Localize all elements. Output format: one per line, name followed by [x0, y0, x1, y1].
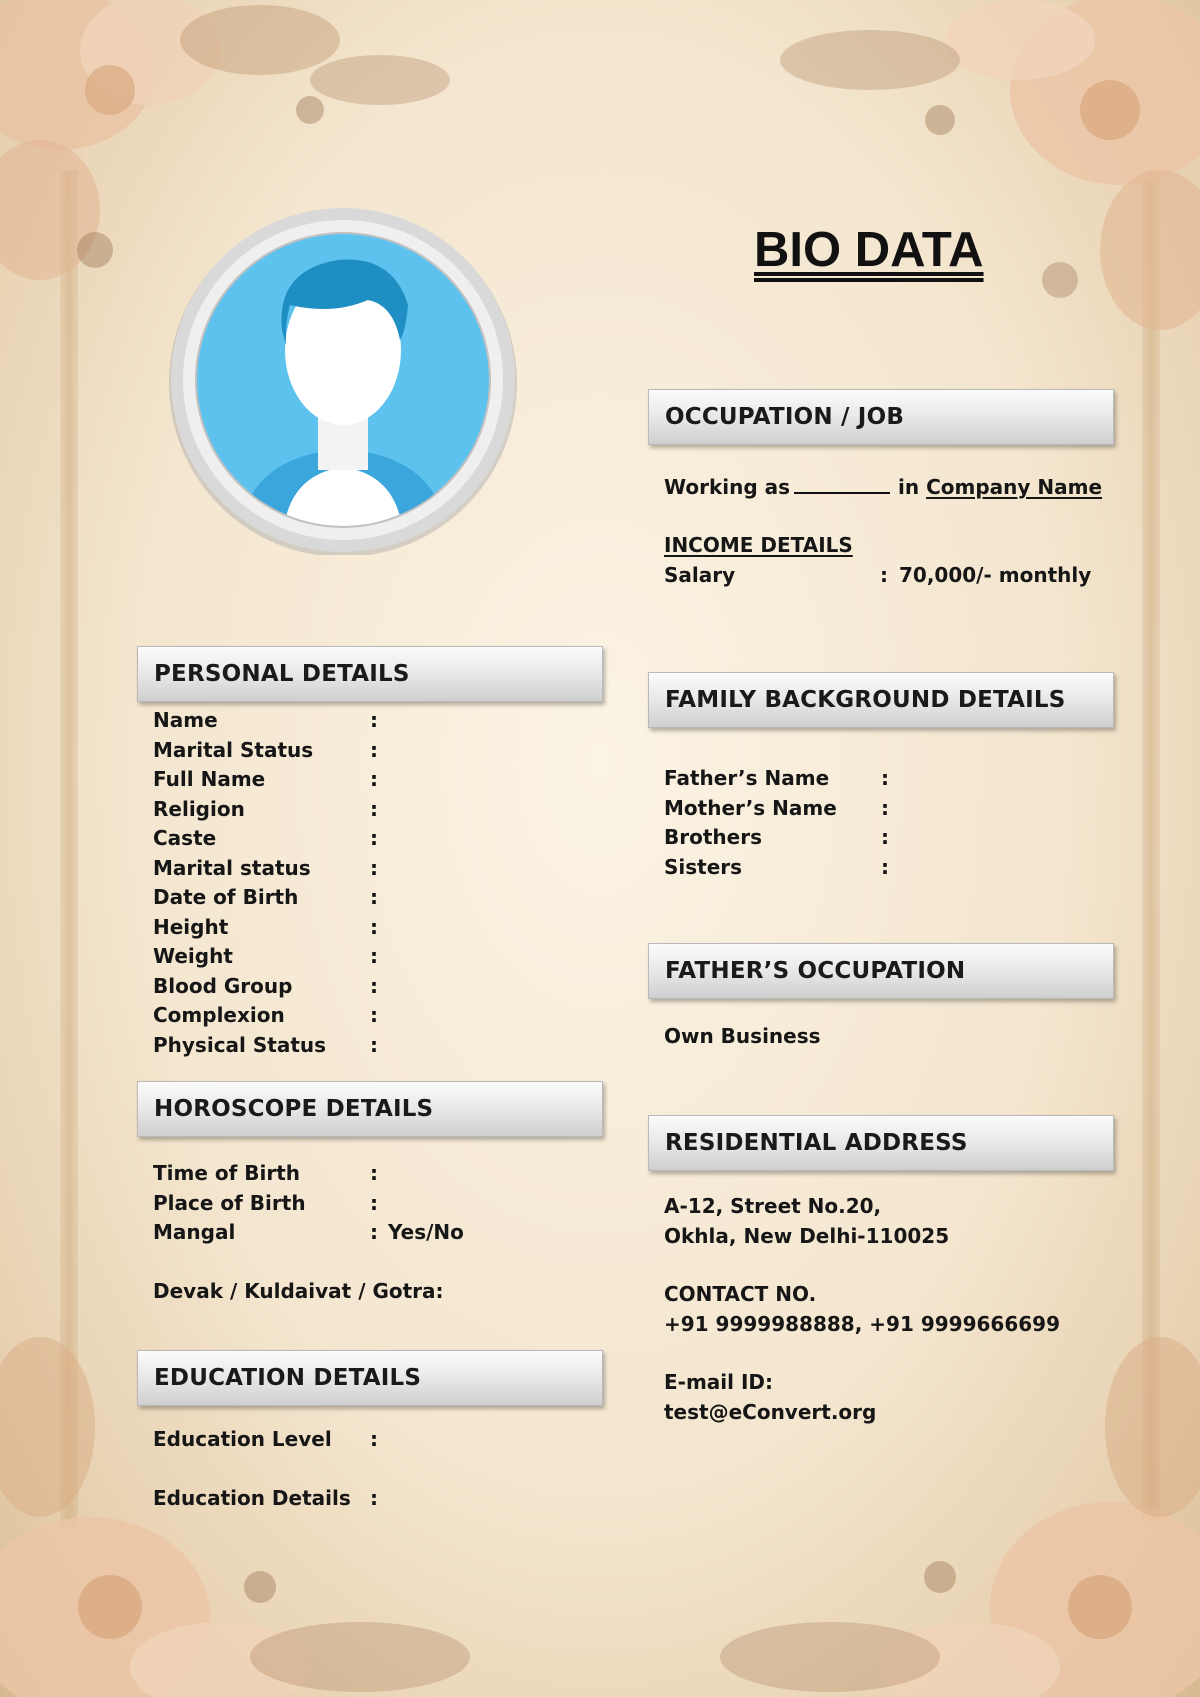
contact-label: CONTACT NO.: [664, 1282, 817, 1306]
floral-corner-bottom-left: [0, 1257, 560, 1697]
personal-row-label: Religion: [153, 796, 245, 821]
working-as-line: [664, 474, 1102, 499]
email-value: test@eConvert.org: [664, 1399, 877, 1424]
separator: :: [370, 796, 378, 821]
separator: :: [370, 973, 378, 998]
family-row-label: Father’s Name: [664, 766, 830, 790]
personal-row-label: Marital status: [153, 855, 311, 880]
separator: :: [370, 1220, 378, 1244]
separator: :: [370, 885, 378, 909]
residential-address-heading: RESIDENTIAL ADDRESS: [648, 1115, 1114, 1171]
personal-row-label: Blood Group: [153, 973, 293, 998]
education-heading: EDUCATION DETAILS: [137, 1350, 603, 1406]
separator: :: [370, 855, 378, 880]
personal-row-label: Date of Birth: [153, 885, 299, 909]
mangal-label: Mangal: [153, 1220, 236, 1244]
family-row-label: Sisters: [664, 854, 743, 879]
separator: :: [370, 1161, 378, 1185]
education-details-label: Education Details: [153, 1486, 351, 1510]
education-level-label: Education Level: [153, 1427, 332, 1451]
time-of-birth-label: Time of Birth: [153, 1161, 301, 1185]
horoscope-heading: HOROSCOPE DETAILS: [137, 1081, 603, 1137]
family-background-heading: FAMILY BACKGROUND DETAILS: [648, 672, 1114, 728]
contact-value: +91 9999988888, +91 9999666699: [664, 1311, 1060, 1336]
family-row-label: Mother’s Name: [664, 795, 837, 820]
personal-row-label: Complexion: [153, 1003, 285, 1027]
separator: :: [881, 766, 889, 790]
company-name: Company Name: [926, 475, 1103, 499]
personal-row-label: Caste: [153, 826, 217, 850]
separator: :: [370, 944, 378, 968]
separator: :: [370, 914, 378, 939]
separator: :: [370, 826, 378, 850]
salary-value: 70,000/- monthly: [899, 563, 1092, 587]
mangal-value: Yes/No: [388, 1220, 464, 1244]
separator: :: [881, 825, 889, 849]
page-title: BIO DATA: [754, 223, 984, 277]
gotra-label: Devak / Kuldaivat / Gotra:: [153, 1279, 444, 1303]
separator: :: [370, 1486, 378, 1510]
email-label: E-mail ID:: [664, 1370, 774, 1394]
separator: :: [370, 1190, 378, 1215]
personal-row-label: Height: [153, 914, 229, 939]
personal-row-label: Full Name: [153, 767, 266, 791]
profile-photo: [168, 205, 518, 555]
separator: :: [370, 767, 378, 791]
in-label: in: [898, 475, 920, 499]
separator: :: [881, 854, 889, 879]
father-occupation-heading: FATHER’S OCCUPATION: [648, 943, 1114, 999]
personal-row-label: Weight: [153, 944, 233, 968]
address-line-1: A-12, Street No.20,: [664, 1194, 882, 1218]
separator: :: [881, 795, 889, 820]
place-of-birth-label: Place of Birth: [153, 1190, 306, 1215]
salary-label: Salary: [664, 563, 736, 587]
separator: :: [370, 1427, 378, 1451]
personal-row-label: Name: [153, 708, 218, 732]
personal-row-label: Physical Status: [153, 1032, 327, 1057]
separator: :: [370, 1032, 378, 1057]
working-as-label: Working as: [664, 475, 791, 499]
family-row-label: Brothers: [664, 825, 762, 849]
personal-details-heading: PERSONAL DETAILS: [137, 646, 603, 702]
separator: :: [880, 563, 888, 587]
income-heading: INCOME DETAILS: [664, 533, 853, 557]
working-as-blank: [794, 474, 890, 494]
occupation-heading: OCCUPATION / JOB: [648, 389, 1114, 445]
floral-corner-top-right: [640, 0, 1200, 360]
separator: :: [370, 1003, 378, 1027]
separator: :: [370, 708, 378, 732]
address-line-2: Okhla, New Delhi-110025: [664, 1223, 950, 1248]
father-occupation-value: Own Business: [664, 1024, 821, 1048]
personal-row-label: Marital Status: [153, 737, 314, 762]
separator: :: [370, 737, 378, 762]
